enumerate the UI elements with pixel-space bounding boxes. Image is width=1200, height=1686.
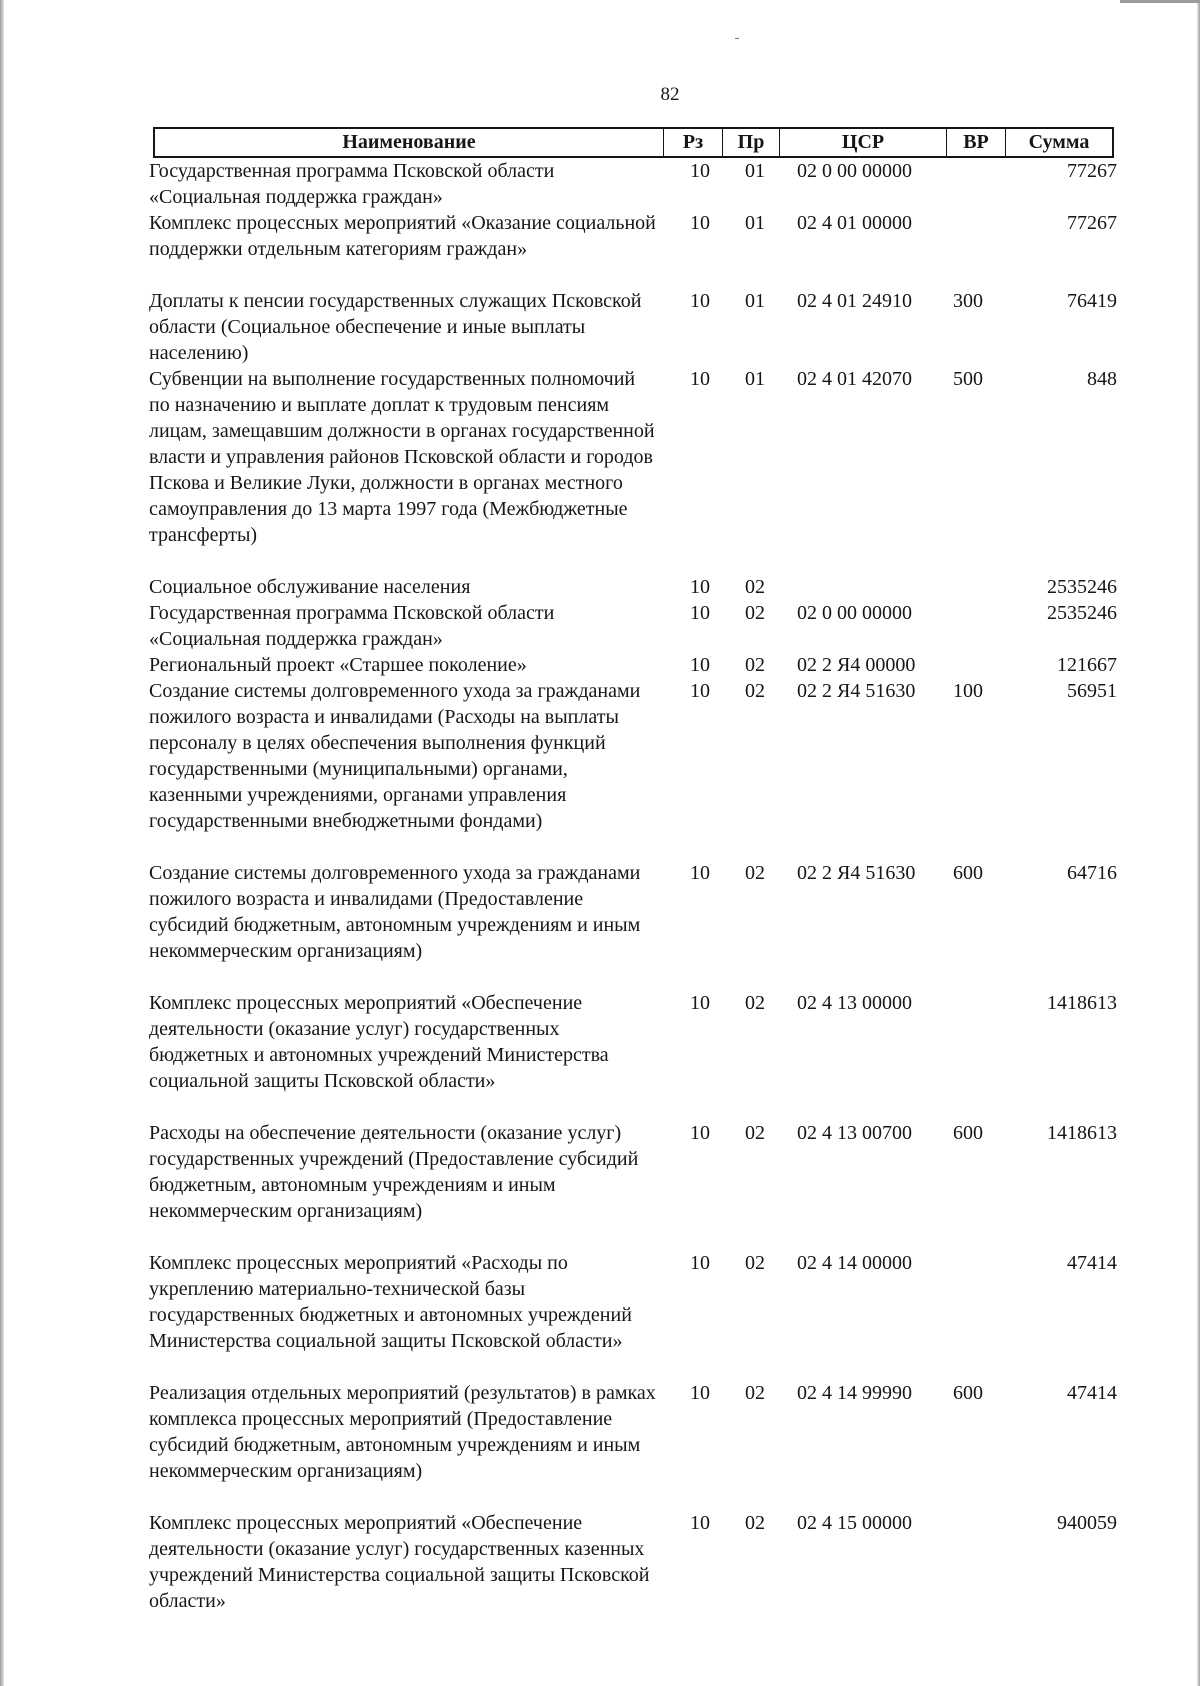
row-sum: 76419: [1067, 290, 1117, 312]
row-rz: 10: [690, 654, 710, 676]
row-sum: 77267: [1067, 212, 1117, 234]
row-name: Социальное обслуживание населения: [149, 576, 471, 598]
row-name: Региональный проект «Старшее поколение»: [149, 654, 527, 676]
row-sum: 56951: [1067, 680, 1117, 702]
row-csr: 02 0 00 00000: [797, 602, 912, 624]
header-csr: ЦСР: [780, 129, 947, 156]
row-rz: 10: [690, 1512, 710, 1534]
row-vr: 600: [953, 1382, 983, 1404]
table-header: [153, 127, 1114, 158]
row-pr: 02: [745, 680, 765, 702]
scan-edge-left: [0, 0, 4, 1686]
row-rz: 10: [690, 290, 710, 312]
row-name: Государственная программа Псковской области «Социальная поддержка граждан»: [149, 602, 555, 650]
row-rz: 10: [690, 1382, 710, 1404]
row-rz: 10: [690, 1252, 710, 1274]
row-csr: 02 4 15 00000: [797, 1512, 912, 1534]
row-vr: 100: [953, 680, 983, 702]
row-sum: 940059: [1057, 1512, 1117, 1534]
row-pr: 01: [745, 212, 765, 234]
row-pr: 02: [745, 1512, 765, 1534]
row-name: Комплекс процессных мероприятий «Обеспечение деятельности (оказание услуг) государственных бюджетных и автономных учреждений Министерства социальной защиты Псковской области»: [149, 992, 609, 1092]
header-vr: ВР: [947, 129, 1006, 156]
scan-edge-top: [1120, 0, 1200, 3]
page-number: 82: [660, 84, 680, 105]
header-name: Наименование: [155, 129, 664, 156]
table-body: [149, 158, 1119, 1614]
scan-speck: [735, 38, 739, 39]
row-sum: 2535246: [1047, 602, 1117, 624]
row-pr: 02: [745, 576, 765, 598]
row-csr: 02 4 01 42070: [797, 368, 912, 390]
row-pr: 01: [745, 290, 765, 312]
row-sum: 121667: [1057, 654, 1117, 676]
row-rz: 10: [690, 1122, 710, 1144]
table-row: [149, 158, 1119, 210]
table-row: [149, 678, 1119, 860]
row-vr: 500: [953, 368, 983, 390]
row-rz: 10: [690, 862, 710, 884]
table-row: [149, 574, 1119, 600]
row-pr: 02: [745, 1122, 765, 1144]
row-rz: 10: [690, 992, 710, 1014]
row-csr: 02 4 14 00000: [797, 1252, 912, 1274]
row-name: Расходы на обеспечение деятельности (оказание услуг) государственных учреждений (Предоставление субсидий бюджетным, автономным учреждениям и иным некоммерческим организациям): [149, 1122, 639, 1222]
row-csr: 02 2 Я4 51630: [797, 680, 916, 702]
row-name: Комплекс процессных мероприятий «Оказание социальной поддержки отдельным категориям граждан»: [149, 212, 656, 260]
row-name: Создание системы долговременного ухода за гражданами пожилого возраста и инвалидами (Расходы на выплаты персоналу в целях обеспечения выполнения функций государственными (муниципальными) органами, казенными учреждениями, органами управления государственными внебюджетными фондами): [149, 680, 641, 832]
table-row: [149, 1120, 1119, 1250]
row-sum: 77267: [1067, 160, 1117, 182]
header-pr: Пр: [723, 129, 780, 156]
row-vr: 600: [953, 862, 983, 884]
row-rz: 10: [690, 160, 710, 182]
row-csr: 02 2 Я4 00000: [797, 654, 916, 676]
row-sum: 1418613: [1047, 992, 1117, 1014]
row-sum: 1418613: [1047, 1122, 1117, 1144]
row-sum: 47414: [1067, 1382, 1117, 1404]
row-pr: 02: [745, 1382, 765, 1404]
row-pr: 02: [745, 992, 765, 1014]
row-vr: 600: [953, 1122, 983, 1144]
row-sum: 2535246: [1047, 576, 1117, 598]
table-row: [149, 1510, 1119, 1614]
table-row: [149, 600, 1119, 652]
row-pr: 02: [745, 862, 765, 884]
table-row: [149, 210, 1119, 288]
row-csr: 02 4 01 24910: [797, 290, 912, 312]
row-pr: 02: [745, 602, 765, 624]
row-rz: 10: [690, 212, 710, 234]
table-row: [149, 990, 1119, 1120]
row-rz: 10: [690, 576, 710, 598]
row-rz: 10: [690, 680, 710, 702]
row-rz: 10: [690, 368, 710, 390]
row-sum: 64716: [1067, 862, 1117, 884]
table-row: [149, 860, 1119, 990]
row-name: Реализация отдельных мероприятий (результатов) в рамках комплекса процессных мероприятий (Предоставление субсидий бюджетным, автономным учреждениям и иным некоммерческим организациям): [149, 1382, 656, 1482]
row-name: Субвенции на выполнение государственных полномочий по назначению и выплате доплат к трудовым пенсиям лицам, замещавшим должности в органах государственной власти и управления районов Псковской области и городов Пскова и Великие Луки, должности в органах местного самоуправления до 13 марта 1997 года (Межбюджетные трансферты): [149, 368, 655, 546]
row-csr: 02 4 13 00700: [797, 1122, 912, 1144]
row-csr: 02 0 00 00000: [797, 160, 912, 182]
header-sum: Сумма: [1028, 131, 1090, 153]
row-pr: 02: [745, 1252, 765, 1274]
row-sum: 47414: [1067, 1252, 1117, 1274]
row-csr: 02 4 14 99990: [797, 1382, 912, 1404]
header-rz: Рз: [664, 129, 723, 156]
table-row: [149, 1250, 1119, 1380]
row-name: Создание системы долговременного ухода за гражданами пожилого возраста и инвалидами (Предоставление субсидий бюджетным, автономным учреждениям и иным некоммерческим организациям): [149, 862, 641, 962]
row-vr: 300: [953, 290, 983, 312]
row-name: Государственная программа Псковской области «Социальная поддержка граждан»: [149, 160, 555, 208]
row-rz: 10: [690, 602, 710, 624]
table-row: [149, 652, 1119, 678]
table-row: [149, 288, 1119, 366]
row-name: Доплаты к пенсии государственных служащих Псковской области (Социальное обеспечение и иные выплаты населению): [149, 290, 642, 364]
row-name: Комплекс процессных мероприятий «Обеспечение деятельности (оказание услуг) государственных казенных учреждений Министерства социальной защиты Псковской области»: [149, 1512, 650, 1612]
row-pr: 01: [745, 160, 765, 182]
row-sum: 848: [1087, 368, 1117, 390]
row-name: Комплекс процессных мероприятий «Расходы по укреплению материально-технической базы государственных бюджетных и автономных учреждений Министерства социальной защиты Псковской области»: [149, 1252, 632, 1352]
row-pr: 02: [745, 654, 765, 676]
row-csr: 02 2 Я4 51630: [797, 862, 916, 884]
row-csr: 02 4 01 00000: [797, 212, 912, 234]
row-csr: 02 4 13 00000: [797, 992, 912, 1014]
row-pr: 01: [745, 368, 765, 390]
table-row: [149, 366, 1119, 574]
table-row: [149, 1380, 1119, 1510]
